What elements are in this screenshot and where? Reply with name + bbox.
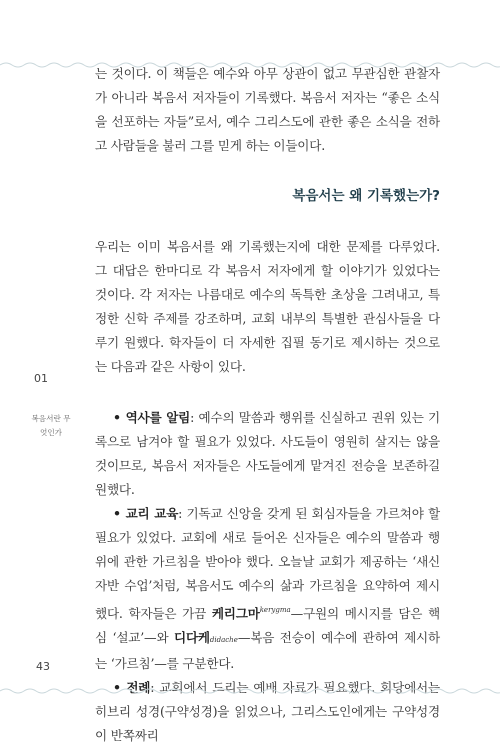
didache-gloss: didache — [209, 636, 238, 644]
bullet-catechesis — [95, 502, 440, 676]
bullet-text: —복음 전승이 예수에 관하여 제시하는 ‘가르침’—를 구분한다. — [95, 630, 440, 671]
bullet-marker: • — [113, 506, 126, 521]
bullet-term: 역사를 알림 — [125, 410, 191, 425]
bullet-text: : 교회에서 드리는 예배 자료가 필요했다. 회당에서는 히브리 성경(구약성경)을 읽었으나, 그리스도인에게는 구약성경이 반쪽짜리 — [95, 680, 440, 743]
paragraph-intro: 는 것이다. 이 책들은 예수와 아무 상관이 없고 무관심한 관찰자가 아니라 복음서 저자들이 기록했다. 복음서 저자는 “좋은 소식을 선포하는 자들”로서, 예수 그리스도에 관한 좋은 소식을 전하고 사람들을 불러 그를 믿게 하는 이들이다. — [95, 66, 440, 153]
bullet-history — [95, 406, 440, 502]
page-number: 43 — [36, 660, 50, 673]
bullet-marker: • — [113, 410, 126, 425]
chapter-title: 복음서란 무엇인가 — [31, 414, 71, 437]
chapter-number: 01 — [34, 372, 48, 385]
kerygma-term: 케리그마 — [211, 606, 260, 621]
section-heading: 복음서는 왜 기록했는가? — [292, 188, 440, 204]
bullet-list — [95, 406, 440, 748]
kerygma-gloss: kerygma — [259, 606, 291, 614]
paragraph-purpose: 우리는 이미 복음서를 왜 기록했는지에 대한 문제를 다루었다. 그 대답은 한마디로 각 복음서 저자에게 할 이야기가 있었다는 것이다. 각 저자는 나름대로 예수의 독특한 초상을 그려내고, 특정한 신학 주제를 강조하며, 교회 내부의 특별한 관심사들을 다루기 원했다. 학자들이 더 자세한 집필 동기로 제시하는 것으로는 다음과 같은 사항이 있다. — [95, 239, 440, 374]
bullet-text: : 기독교 신앙을 갖게 된 회심자들을 가르쳐야 할 필요가 있었다. 교회에 새로 들어온 신자들은 예수의 말씀과 행위에 관한 가르침을 받아야 했다. 오늘날 교회가 제공하는 ‘새신자반 수업’처럼, 복음서도 예수의 삶과 가르침을 요약하여 제시했다. 학자들은 가끔 — [95, 506, 440, 621]
bottom-wave-divider — [0, 686, 500, 696]
bullet-term: 전례 — [126, 680, 151, 695]
bullet-text: : 예수의 말씀과 행위를 신실하고 권위 있는 기록으로 남겨야 할 필요가 있었다. 사도들이 영원히 살지는 않을 것이므로, 복음서 저자들은 사도들에게 맡겨진 전승을 보존하길 원했다. — [95, 410, 440, 497]
didache-term: 디다케 — [173, 630, 210, 645]
bullet-marker: • — [113, 680, 127, 695]
bullet-text: —구원의 메시지를 담은 핵심 ‘설교’—와 — [95, 606, 440, 645]
bullet-term: 교리 교육 — [125, 506, 179, 521]
